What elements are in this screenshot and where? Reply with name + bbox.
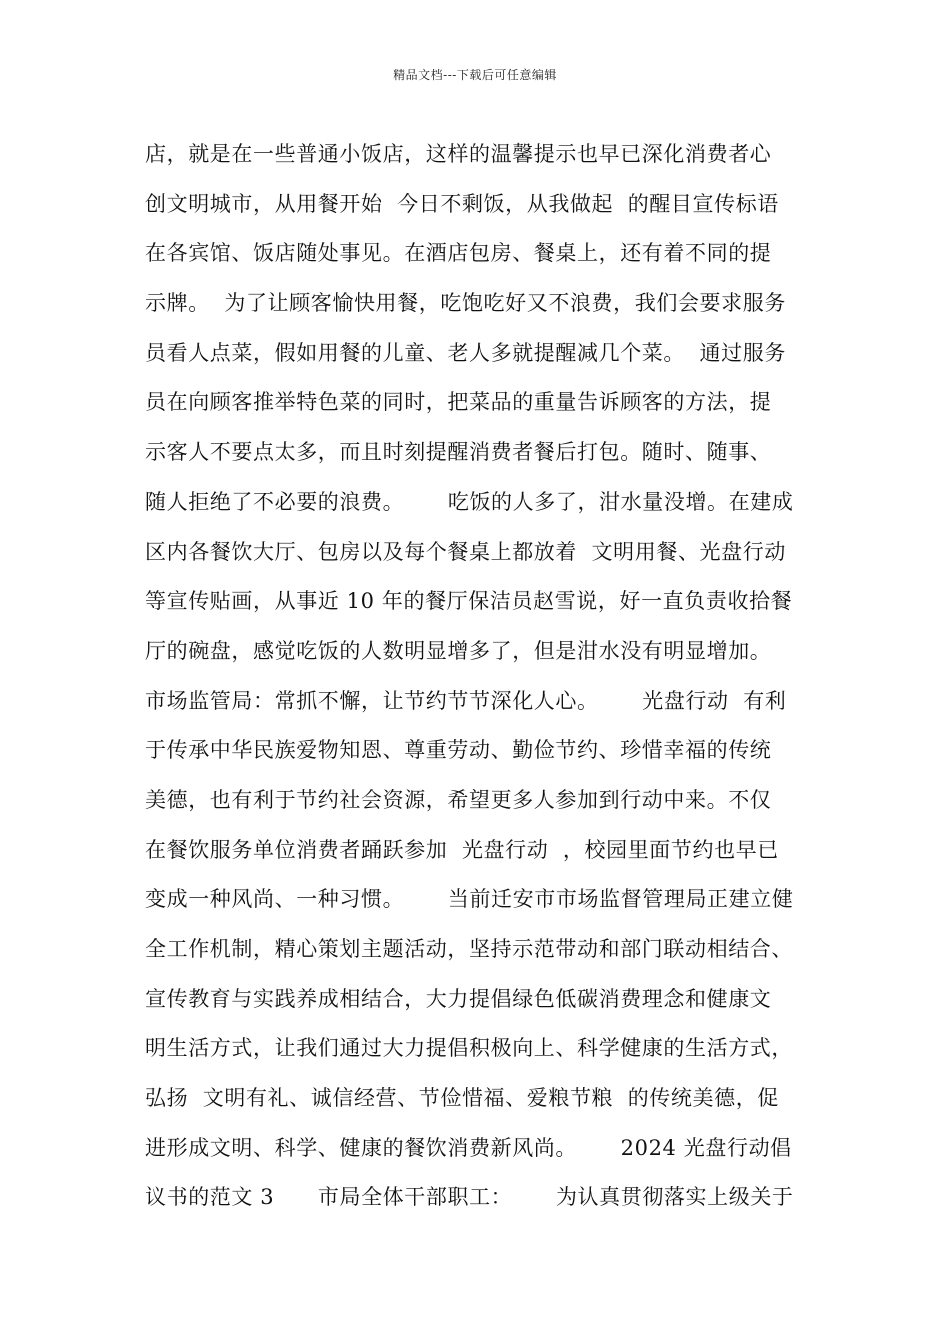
text-line: 变成一种风尚、一种习惯。 当前迁安市市场监督管理局正建立健 (145, 887, 794, 912)
text-line: 随人拒绝了不必要的浪费。 吃饭的人多了，泔水量没增。在建成 (145, 489, 794, 514)
text-line: 在各宾馆、饭店随处事见。在酒店包房、餐桌上，还有着不同的提 (145, 241, 772, 266)
text-line: 区内各餐饮大厅、包房以及每个餐桌上都放着 文明用餐、光盘行动 (145, 539, 786, 564)
text-line: 等宣传贴画，从事近 10 年的餐厅保洁员赵雪说，好一直负责收拾餐 (145, 589, 793, 614)
text-line: 店，就是在一些普通小饭店，这样的温馨提示也早已深化消费者心 (145, 142, 772, 166)
text-line: 明生活方式，让我们通过大力提倡积极向上、科学健康的生活方式， (145, 1036, 793, 1061)
text-line: 在餐饮服务单位消费者踊跃参加 光盘行动 ，校园里面节约也早已 (145, 837, 779, 862)
text-line: 员在向顾客推举特色菜的同时，把菜品的重量告诉顾客的方法，提 (145, 390, 772, 415)
text-line: 于传承中华民族爱物知恩、尊重劳动、勤俭节约、珍惜幸福的传统 (145, 738, 772, 763)
text-line: 创文明城市，从用餐开始 今日不剩饭，从我做起 的醒目宣传标语 (145, 191, 779, 216)
body-text (145, 130, 845, 1223)
text-line: 美德，也有利于节约社会资源，希望更多人参加到行动中来。不仅 (145, 787, 772, 812)
text-line: 示牌。 为了让顾客愉快用餐，吃饱吃好又不浪费，我们会要求服务 (145, 291, 786, 316)
text-line: 员看人点菜，假如用餐的儿童、老人多就提醒减几个菜。 通过服务 (145, 340, 786, 365)
text-line: 弘扬 文明有礼、诚信经营、节俭惜福、爱粮节粮 的传统美德，促 (145, 1086, 779, 1111)
text-line: 进形成文明、科学、健康的餐饮消费新风尚。 2024 光盘行动倡 (145, 1135, 792, 1160)
text-line: 厅的碗盘，感觉吃饭的人数明显增多了，但是泔水没有明显增加。 (145, 638, 772, 663)
text-line: 议书的范文 3 市局全体干部职工： 为认真贯彻落实上级关于 (145, 1185, 794, 1210)
text-line: 市场监管局：常抓不懈，让节约节节深化人心。 光盘行动 有利 (145, 688, 787, 713)
text-line: 全工作机制，精心策划主题活动，坚持示范带动和部门联动相结合、 (145, 937, 793, 961)
text-line: 示客人不要点太多，而且时刻提醒消费者餐后打包。随时、随事、 (145, 440, 772, 465)
page-header: 精品文档---下载后可任意编辑 (393, 68, 557, 82)
text-line: 宣传教育与实践养成相结合，大力提倡绿色低碳消费理念和健康文 (145, 986, 772, 1011)
